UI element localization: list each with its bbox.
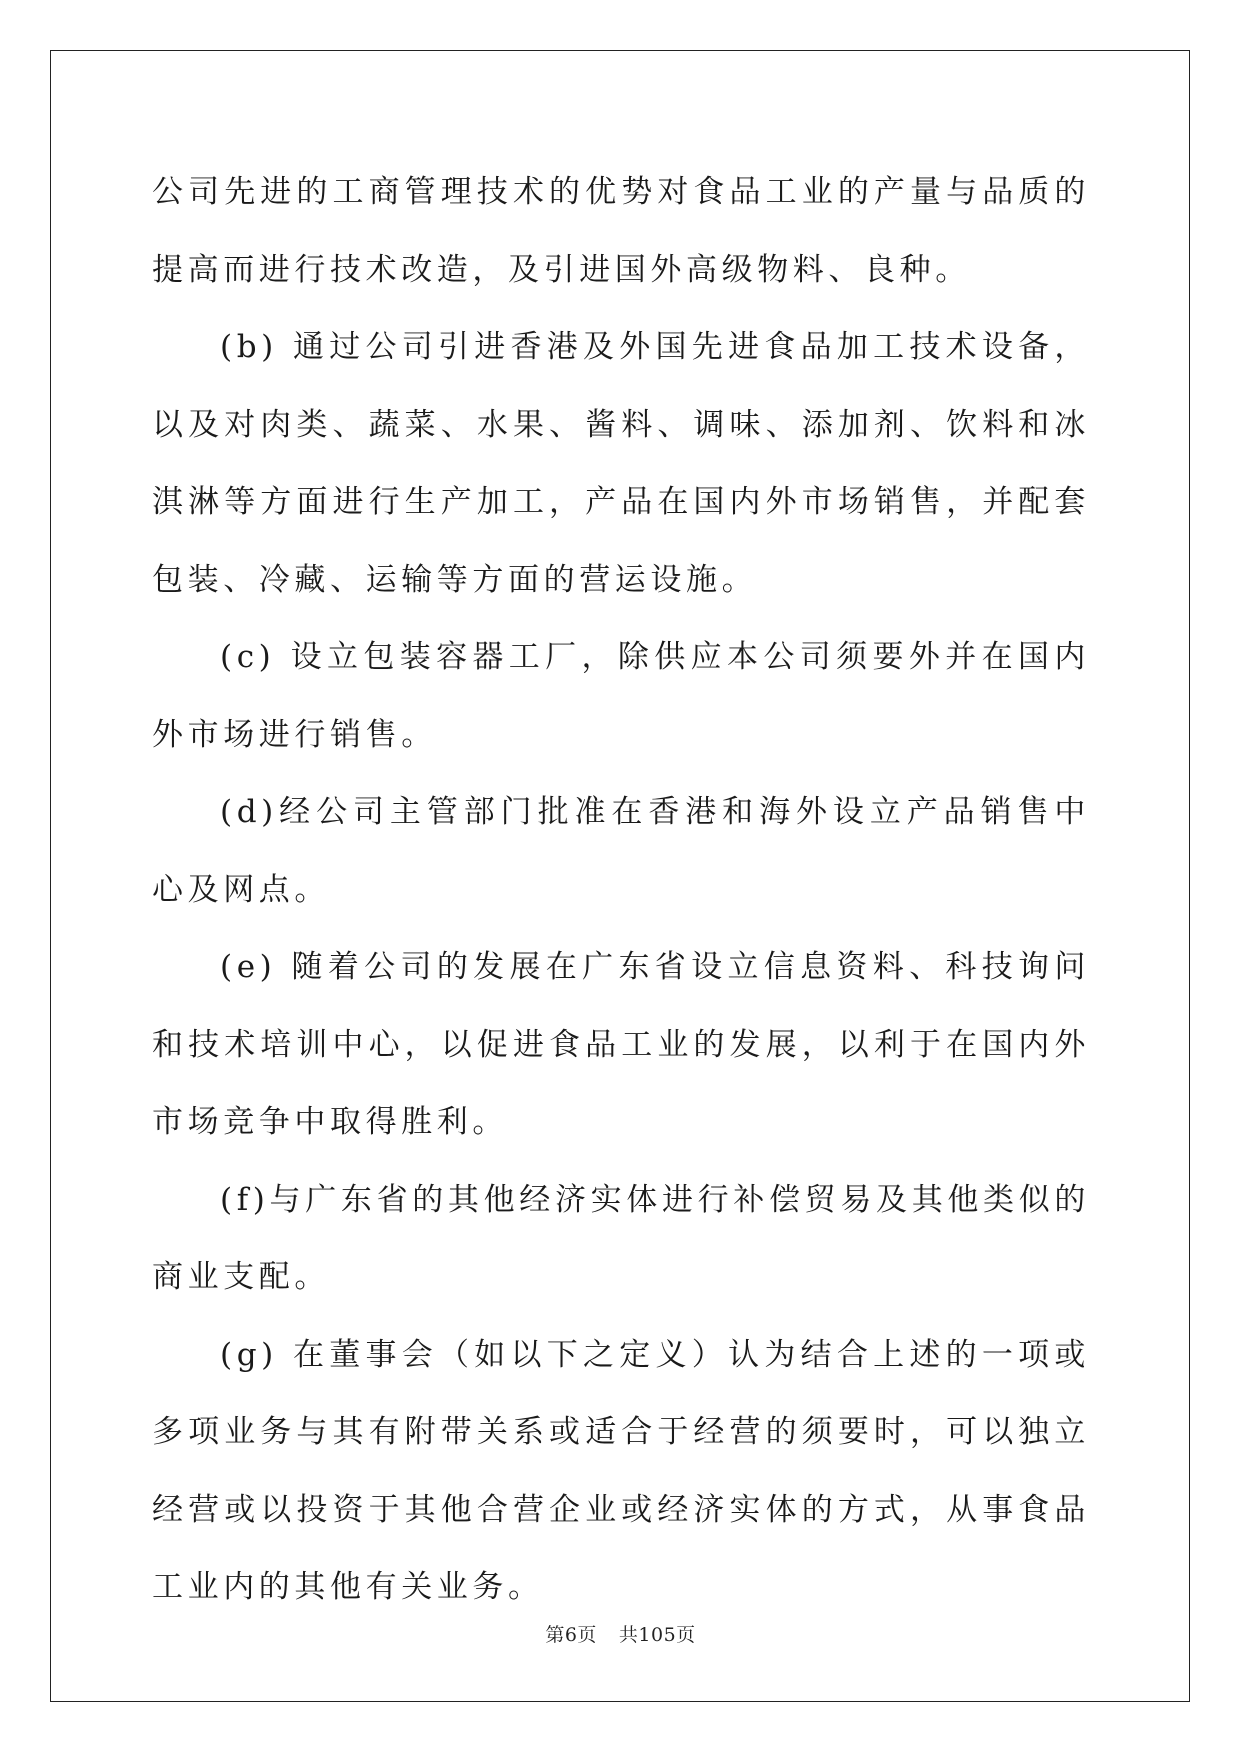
paragraph-item-c: (c) 设立包装容器工厂，除供应本公司须要外并在国内外市场进行销售。 <box>152 639 1090 753</box>
paragraph-item-d: (d)经公司主管部门批准在香港和海外设立产品销售中心及网点。 <box>152 794 1090 908</box>
paragraph-item-f: (f)与广东省的其他经济实体进行补偿贸易及其他类似的商业支配。 <box>152 1181 1090 1295</box>
paragraph-continuation: 公司先进的工商管理技术的优势对食品工业的产量与品质的提高而进行技术改造，及引进国外高级物料、良种。 <box>152 174 1090 288</box>
page-number: 第6页 <box>545 1624 597 1646</box>
paragraph-item-b: (b) 通过公司引进香港及外国先进食品加工技术设备，以及对肉类、蔬菜、水果、酱料、调味、添加剂、饮料和冰淇淋等方面进行生产加工，产品在国内外市场销售，并配套包装、冷藏、运输等方面的营运设施。 <box>152 329 1090 598</box>
paragraph-item-g: (g) 在董事会（如以下之定义）认为结合上述的一项或多项业务与其有附带关系或适合于经营的须要时，可以独立经营或以投资于其他合营企业或经济实体的方式，从事食品工业内的其他有关业务。 <box>152 1336 1090 1605</box>
document-body <box>152 154 1090 1627</box>
paragraph-item-e: (e) 随着公司的发展在广东省设立信息资料、科技询问和技术培训中心，以促进食品工业的发展，以利于在国内外市场竞争中取得胜利。 <box>152 949 1090 1140</box>
page-total: 共105页 <box>618 1624 696 1646</box>
page-footer <box>0 1620 1241 1647</box>
